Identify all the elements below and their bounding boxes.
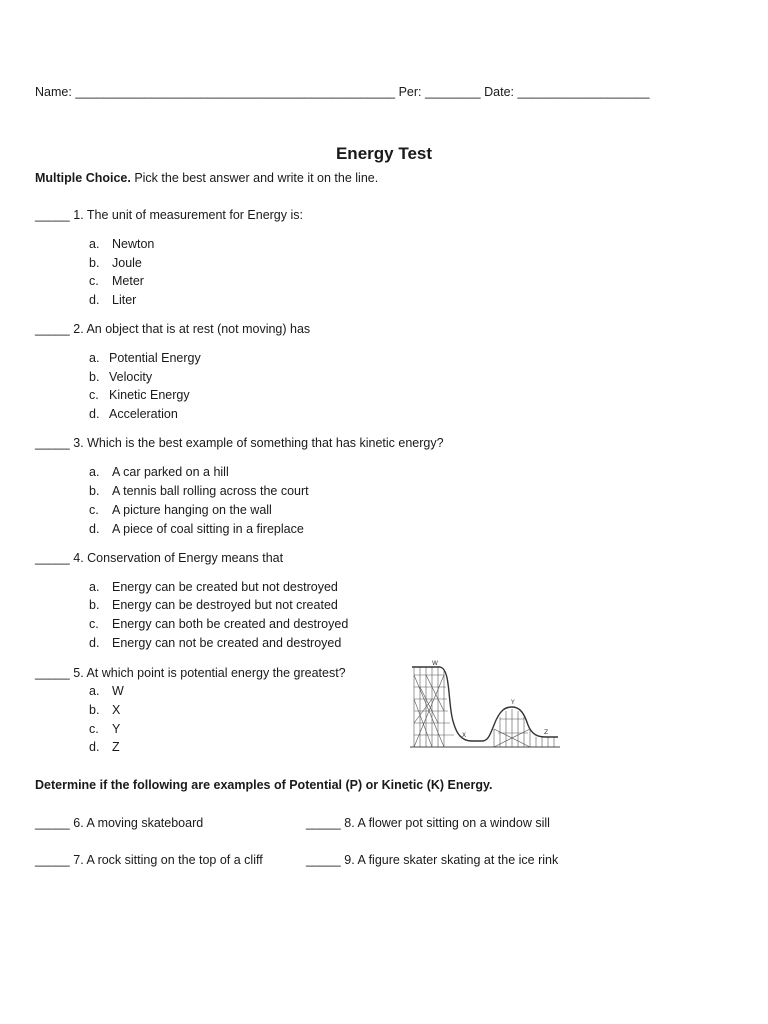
option-letter: d.: [89, 636, 100, 650]
point-y-label: Y: [511, 699, 515, 706]
option-letter: c.: [89, 503, 99, 517]
option: [89, 465, 229, 479]
option: [89, 522, 304, 536]
page-title: Energy Test: [335, 144, 433, 163]
date-label: Date:: [484, 85, 515, 99]
option-letter: c.: [89, 274, 99, 288]
option: [89, 351, 201, 365]
question-text: 3. Which is the best example of something that has kinetic energy?: [69, 436, 444, 450]
option-letter: a.: [89, 465, 100, 479]
pk-item-7: [35, 853, 263, 867]
question-text: 2. An object that is at rest (not moving) has: [69, 322, 311, 336]
option: [89, 598, 338, 612]
option-text: Energy can not be created and destroyed: [112, 636, 342, 650]
option: [89, 388, 190, 402]
option: [89, 484, 309, 498]
question-text: 5. At which point is potential energy the greatest?: [69, 666, 346, 680]
option-text: Acceleration: [109, 407, 178, 421]
item-text: 6. A moving skateboard: [69, 816, 204, 830]
option-text: A picture hanging on the wall: [112, 503, 272, 517]
pk-item-6: [35, 816, 203, 830]
option-text: Y: [112, 722, 121, 736]
option: [89, 722, 120, 736]
instructions: [35, 171, 378, 185]
option: [89, 237, 154, 251]
question-1: [35, 208, 303, 222]
option-letter: c.: [89, 722, 99, 736]
option-letter: a.: [89, 580, 100, 594]
answer-blank[interactable]: _____: [35, 853, 70, 867]
option-letter: b.: [89, 703, 100, 717]
option-letter: b.: [89, 256, 100, 270]
question-3: [35, 436, 444, 450]
option-letter: d.: [89, 522, 100, 536]
answer-blank[interactable]: _____: [306, 816, 341, 830]
option-text: Liter: [112, 293, 137, 307]
item-text: 9. A figure skater skating at the ice rink: [340, 853, 559, 867]
option: [89, 703, 120, 717]
option-text: Energy can be created but not destroyed: [112, 580, 338, 594]
option-text: Z: [112, 740, 120, 754]
answer-blank[interactable]: _____: [35, 816, 70, 830]
option-letter: b.: [89, 484, 100, 498]
question-text: 1. The unit of measurement for Energy is:: [69, 208, 303, 222]
answer-blank[interactable]: _____: [35, 208, 70, 222]
name-label: Name:: [35, 85, 72, 99]
question-4: [35, 551, 283, 565]
question-text: 4. Conservation of Energy means that: [69, 551, 284, 565]
option: [89, 636, 341, 650]
option-text: Kinetic Energy: [109, 388, 190, 402]
option-letter: a.: [89, 237, 100, 251]
option-letter: c.: [89, 617, 99, 631]
option-text: X: [112, 703, 121, 717]
option-text: Energy can be destroyed but not created: [112, 598, 338, 612]
instructions-text: Pick the best answer and write it on the line.: [130, 171, 379, 185]
option-text: A tennis ball rolling across the court: [112, 484, 309, 498]
answer-blank[interactable]: _____: [35, 666, 70, 680]
option: [89, 684, 124, 698]
option-text: A car parked on a hill: [112, 465, 229, 479]
question-2: [35, 322, 310, 336]
option-text: Velocity: [109, 370, 153, 384]
option: [89, 370, 152, 384]
option-letter: a.: [89, 684, 100, 698]
option-text: A piece of coal sitting in a fireplace: [112, 522, 304, 536]
item-text: 8. A flower pot sitting on a window sill: [340, 816, 550, 830]
option-letter: d.: [89, 293, 100, 307]
per-blank[interactable]: ________: [425, 85, 481, 99]
section-2-title: Determine if the following are examples of Potential (P) or Kinetic (K) Energy.: [35, 778, 493, 792]
option-text: Energy can both be created and destroyed: [112, 617, 349, 631]
option: [89, 580, 338, 594]
option-letter: d.: [89, 407, 100, 421]
option: [89, 256, 142, 270]
answer-blank[interactable]: _____: [35, 551, 70, 565]
option-letter: b.: [89, 370, 100, 384]
option-letter: b.: [89, 598, 100, 612]
answer-blank[interactable]: _____: [35, 436, 70, 450]
point-w-label: W: [432, 660, 438, 667]
point-z-label: Z: [544, 729, 549, 736]
option-letter: d.: [89, 740, 100, 754]
option: [89, 407, 178, 421]
answer-blank[interactable]: _____: [35, 322, 70, 336]
pk-item-8: [306, 816, 550, 830]
per-label: Per:: [398, 85, 422, 99]
point-x-label: X: [462, 732, 467, 739]
student-info-line: [35, 85, 650, 99]
instructions-bold: Multiple Choice.: [35, 171, 131, 185]
option-letter: c.: [89, 388, 99, 402]
answer-blank[interactable]: _____: [306, 853, 341, 867]
name-blank[interactable]: ______________________________________________: [75, 85, 396, 99]
option: [89, 617, 348, 631]
pk-item-9: [306, 853, 558, 867]
option: [89, 274, 144, 288]
date-blank[interactable]: ___________________: [517, 85, 650, 99]
option: [89, 503, 272, 517]
option-text: Meter: [112, 274, 144, 288]
roller-coaster-image: [410, 657, 560, 752]
option: [89, 740, 120, 754]
item-text: 7. A rock sitting on the top of a cliff: [69, 853, 263, 867]
option-text: Newton: [112, 237, 155, 251]
option-text: Potential Energy: [109, 351, 201, 365]
option-text: W: [112, 684, 124, 698]
option-text: Joule: [112, 256, 142, 270]
tower-lattice: [414, 667, 454, 747]
option: [89, 293, 136, 307]
question-5: [35, 666, 346, 680]
option-letter: a.: [89, 351, 100, 365]
